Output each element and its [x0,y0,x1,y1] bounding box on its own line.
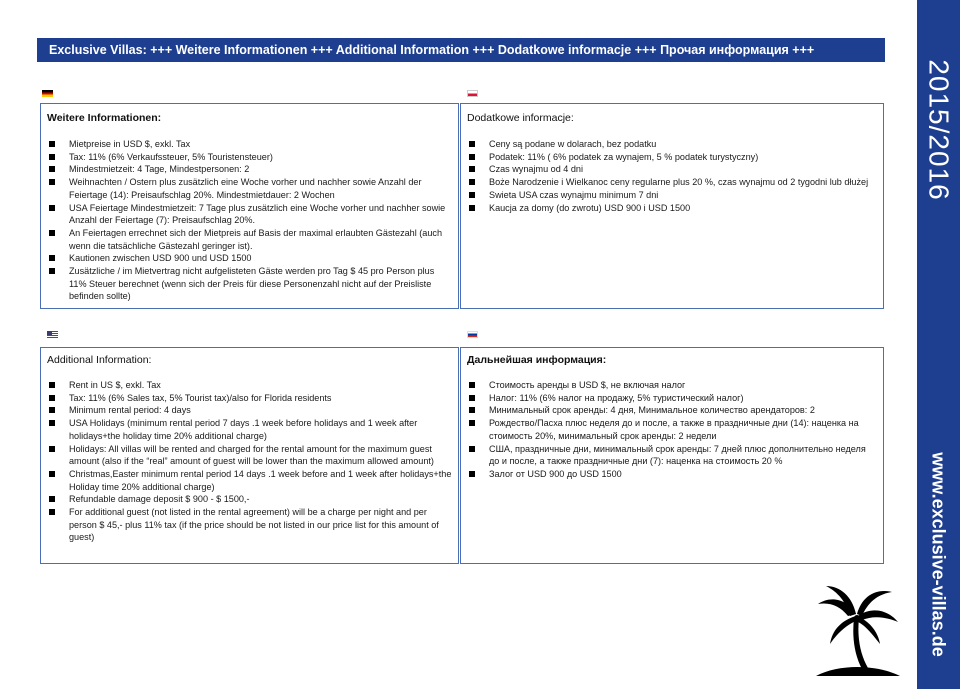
list-item: Kautionen zwischen USD 900 und USD 1500 [47,252,447,265]
polish-title: Dodatkowe informacje: [467,112,574,124]
list-item: Weihnachten / Ostern plus zusätzlich eine Woche vorher und nachher sowie Anzahl der Feiertage (14): Preisaufschlag 20%. Mindestmietdauer: 2 Wochen [47,176,447,201]
german-title: Weitere Informationen: [47,112,162,124]
palm-tree-logo-icon [812,572,902,682]
list-item: Christmas,Easter minimum rental period 14 days .1 week before and 1 week after holidays+the Holiday time 20% additional charge) [47,468,452,493]
page-banner: Exclusive Villas: +++ Weitere Informationen +++ Additional Information +++ Dodatkowe informacje +++ Прочая информация +++ [37,38,885,62]
list-item: Kaucja za domy (do zwrotu) USD 900 i USD 1500 [467,202,872,215]
russian-flag-icon [467,331,478,338]
list-item: Rent in US $, exkl. Tax [47,379,452,392]
season-year [917,0,960,260]
list-item: США, праздничные дни, минимальный срок аренды: 7 дней плюс дополнительно неделя до и после, а также праздничные дни (7): наценка на стоимость 20 % [467,443,872,468]
list-item: Boże Narodzenie i Wielkanoc ceny regularne plus 20 %, czas wynajmu od 2 tygodni lub dłużej [467,176,872,189]
list-item: Залог от USD 900 до USD 1500 [467,468,872,481]
list-item: Стоимость аренды в USD $, не включая налог [467,379,872,392]
website-url-text: www.exclusive-villas.de [929,452,949,657]
english-info-list [47,379,452,544]
russian-title: Дальнейшая информация: [467,354,607,366]
list-item: For additional guest (not listed in the rental agreement) will be a charge per night and per person $ 45,- plus 11% tax (if the price should be not listed in our price list for this amount of guest) [47,506,452,544]
list-item: Podatek: 11% ( 6% podatek za wynajem, 5 % podatek turystyczny) [467,151,872,164]
list-item: Налог: 11% (6% налог на продажу, 5% туристический налог) [467,392,872,405]
list-item: USA Feiertage Mindestmietzeit: 7 Tage plus zusätzlich eine Woche vorher und nachher sowie Anzahl der Feiertage (7): Preisaufschlag 20%. [47,202,447,227]
us-flag-icon [47,331,58,338]
list-item: Mindestmietzeit: 4 Tage, Mindestpersonen: 2 [47,163,447,176]
season-year-text: 2015/2016 [923,59,955,201]
english-title: Additional Information: [47,354,152,366]
russian-info-list [467,379,872,481]
list-item: Минимальный срок аренды: 4 дня, Минимальное количество арендаторов: 2 [467,404,872,417]
polish-flag-icon [467,90,478,97]
list-item: USA Holidays (minimum rental period 7 days .1 week before holidays and 1 week after holidays+the holiday time 20% additional charge) [47,417,452,442]
list-item: Ceny są podane w dolarach, bez podatku [467,138,872,151]
list-item: Zusätzliche / im Mietvertrag nicht aufgelisteten Gäste werden pro Tag $ 45 pro Person plus 11% Steuer berechnet (wenn sich der Preis für diese Personenzahl nicht auf der Preisliste befinden sollte) [47,265,447,303]
list-item: An Feiertagen errechnet sich der Mietpreis auf Basis der maximal erlaubten Gästezahl (auch wenn die tatsächliche Gästezahl geringer ist). [47,227,447,252]
list-item: Swieta USA czas wynajmu minimum 7 dni [467,189,872,202]
list-item: Tax: 11% (6% Sales tax, 5% Tourist tax)/also for Florida residents [47,392,452,405]
polish-info-list [467,138,872,214]
german-info-list [47,138,447,303]
website-url[interactable] [917,420,960,689]
list-item: Tax: 11% (6% Verkaufssteuer, 5% Touristensteuer) [47,151,447,164]
list-item: Czas wynajmu od 4 dni [467,163,872,176]
list-item: Рождество/Пасха плюс неделя до и после, а также в праздничные дни (14): наценка на стоимость 20%, минимальный срок аренды: 2 недели [467,417,872,442]
list-item: Refundable damage deposit $ 900 - $ 1500,- [47,493,452,506]
list-item: Minimum rental period: 4 days [47,404,452,417]
german-flag-icon [42,90,53,97]
list-item: Holidays: All villas will be rented and charged for the rental amount for the maximum guest amount (also if the “real” amount of guest will be lower than the maximum allowed amount) [47,443,452,468]
list-item: Mietpreise in USD $, exkl. Tax [47,138,447,151]
